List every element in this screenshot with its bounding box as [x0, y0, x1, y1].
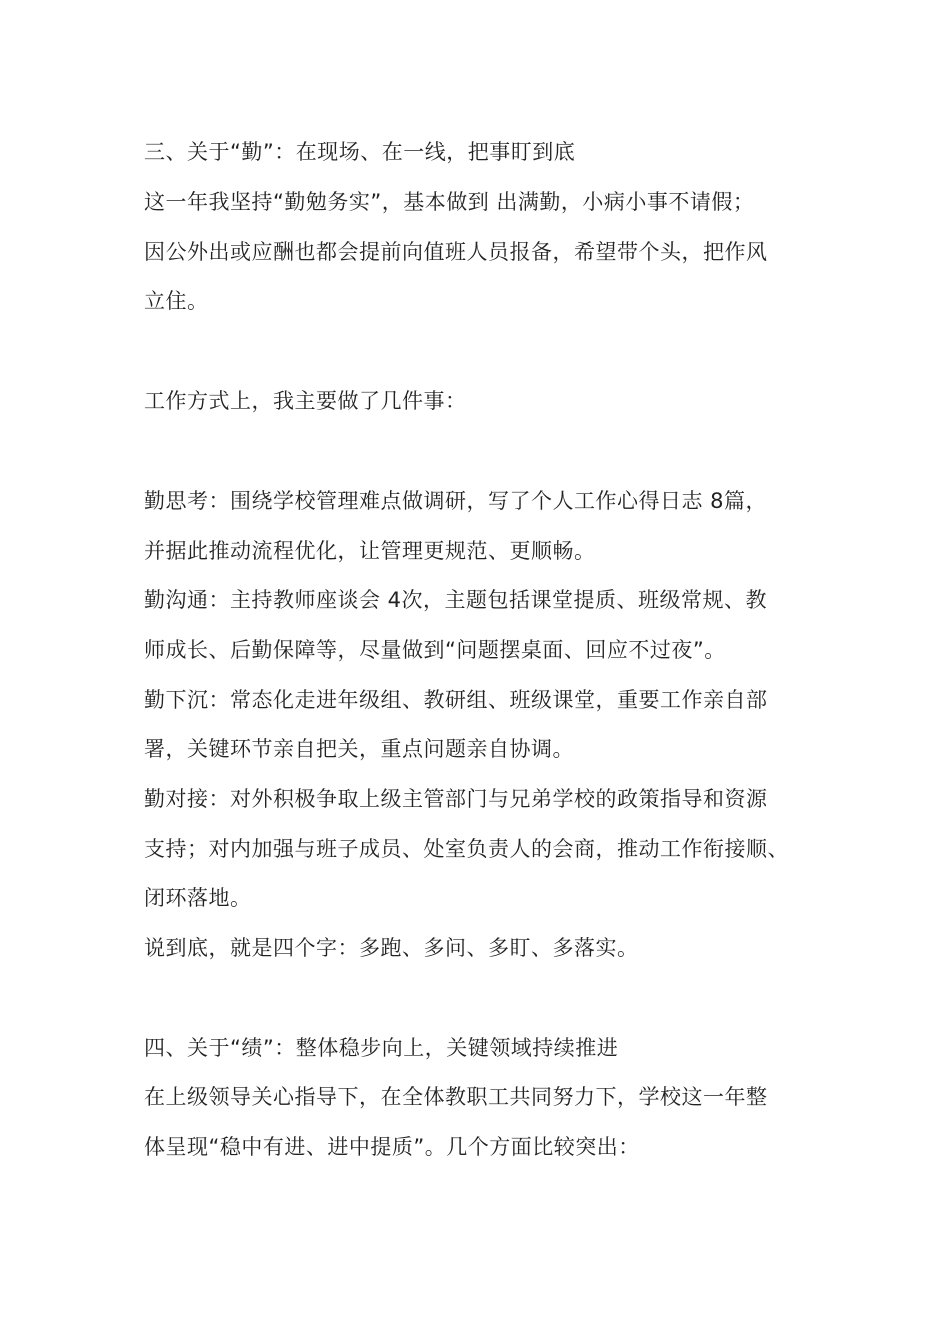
paragraph-line: 勤沟通：主持教师座谈会 4次，主题包括课堂提质、班级常规、教 [144, 588, 768, 612]
paragraph-line: 勤下沉：常态化走进年级组、教研组、班级课堂，重要工作亲自部 [144, 688, 768, 712]
paragraph-line: 勤对接：对外积极争取上级主管部门与兄弟学校的政策指导和资源 [144, 787, 768, 811]
paragraph-line: 立住。 [144, 289, 209, 313]
paragraph-line: 这一年我坚持“勤勉务实”，基本做到 出满勤，小病小事不请假； [144, 190, 755, 214]
section-heading-4: 四、关于“绩”：整体稳步向上，关键领域持续推进 [144, 1036, 619, 1060]
paragraph-line: 工作方式上，我主要做了几件事： [144, 389, 467, 413]
paragraph-line: 师成长、后勤保障等，尽量做到“问题摆桌面、回应不过夜”。 [144, 638, 726, 662]
paragraph-line: 署，关键环节亲自把关，重点问题亲自协调。 [144, 737, 574, 761]
paragraph-line: 闭环落地。 [144, 886, 252, 910]
section-heading-3: 三、关于“勤”：在现场、在一线，把事盯到底 [144, 140, 576, 164]
paragraph-line: 说到底，就是四个字：多跑、多问、多盯、多落实。 [144, 936, 639, 960]
paragraph-line: 支持；对内加强与班子成员、处室负责人的会商，推动工作衔接顺、 [144, 837, 789, 861]
paragraph-line: 并据此推动流程优化，让管理更规范、更顺畅。 [144, 539, 596, 563]
paragraph-line: 勤思考：围绕学校管理难点做调研，写了个人工作心得日志 8篇， [144, 489, 768, 513]
paragraph-line: 在上级领导关心指导下，在全体教职工共同努力下，学校这一年整 [144, 1085, 768, 1109]
paragraph-line: 因公外出或应酬也都会提前向值班人员报备，希望带个头，把作风 [144, 240, 768, 264]
paragraph-line: 体呈现“稳中有进、进中提质”。几个方面比较突出： [144, 1135, 640, 1159]
